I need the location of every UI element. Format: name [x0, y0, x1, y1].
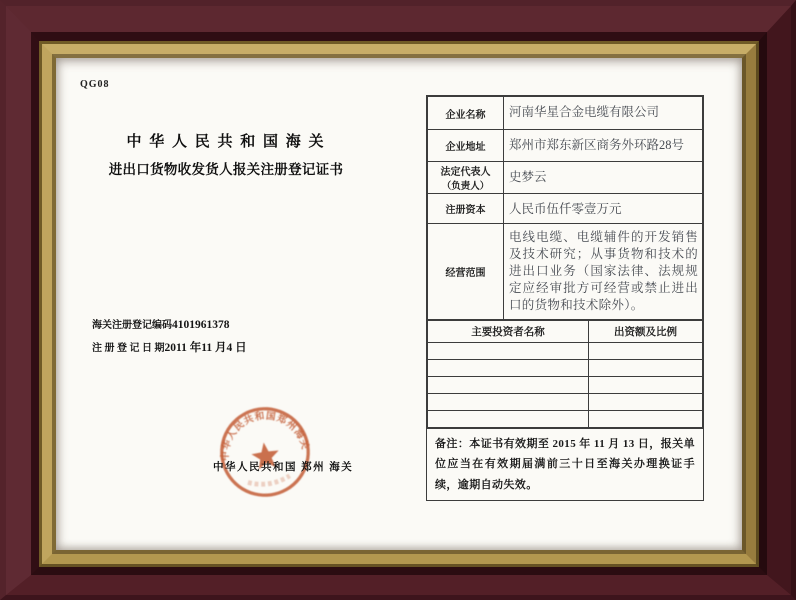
table-row: [428, 194, 703, 224]
investor-empty-row: [428, 343, 703, 360]
info-row-value: 史梦云: [504, 162, 703, 194]
investor-empty-row: [428, 377, 703, 394]
table-row: [428, 97, 703, 130]
form-code: QG08: [80, 79, 110, 90]
registration-info-panel: [426, 95, 704, 501]
certificate-paper: [56, 58, 742, 550]
frame-wood-inner-edge: [31, 32, 767, 575]
reg-date-label: 注 册 登 记 日 期: [92, 343, 165, 354]
certificate-title-line1: 中 华 人 民 共 和 国 海 关: [126, 134, 326, 150]
investor-empty-row: [428, 411, 703, 428]
validity-remark: 备注：本证书有效期至 2015 年 11 月 13 日，报关单位应当在有效期届满前三十日至海关办理换证手续，逾期自动失效。: [427, 428, 703, 500]
reg-date-value: 2011 年11 月4 日: [164, 342, 247, 354]
info-row-label: 企业名称: [428, 97, 504, 130]
frame-gold-trim: [42, 44, 756, 564]
frame-wood-main: [6, 6, 791, 595]
seal-bottom-smudge: [248, 476, 291, 487]
investors-header-row: [428, 321, 703, 343]
investor-empty-row: [428, 394, 703, 411]
info-row-value: 电线电缆、电缆辅件的开发销售及技术研究；从事货物和技术的进出口业务（国家法律、法规规定应经审批方可经营或禁止进出口的货物和技术除外）。: [504, 224, 703, 320]
investor-name-header: 主要投资者名称: [428, 321, 589, 343]
info-row-label-line2: （负责人）: [441, 182, 490, 192]
investor-amount-header: 出资额及比例: [589, 321, 703, 343]
reg-date-line: [92, 338, 247, 356]
company-info-table: [427, 96, 703, 320]
customs-reg-code-line: [92, 315, 230, 333]
info-row-value: 人民币伍仟零壹万元: [504, 194, 703, 224]
customs-reg-code-label: 海关注册登记编码: [92, 320, 172, 331]
certificate-title-block: [56, 130, 396, 178]
info-row-label: 经营范围: [428, 224, 504, 320]
table-row: [428, 130, 703, 162]
info-row-value: 河南华星合金电缆有限公司: [504, 97, 703, 130]
customs-round-seal-icon: [211, 398, 319, 506]
customs-reg-code-value: 4101961378: [172, 319, 230, 331]
table-row: [428, 224, 703, 320]
investor-empty-row: [428, 360, 703, 377]
info-row-label: [428, 162, 504, 194]
investors-table: [427, 320, 703, 428]
frame-gold-outer-line: [39, 41, 759, 567]
frame-gold-inner-line: [52, 54, 746, 554]
certificate-title-line2: 进出口货物收发货人报关注册登记证书: [108, 162, 344, 177]
info-row-value: 郑州市郑东新区商务外环路28号: [504, 130, 703, 162]
info-row-label-line1: 法定代表人: [440, 167, 491, 178]
seal-arc-text: 中华人民共和国郑州海关: [220, 410, 311, 462]
info-row-label: 企业地址: [428, 130, 504, 162]
table-row: [428, 162, 703, 194]
info-row-label: 注册资本: [428, 194, 504, 224]
issuing-customs-line: 中华人民共和国 郑州 海关: [213, 462, 354, 473]
